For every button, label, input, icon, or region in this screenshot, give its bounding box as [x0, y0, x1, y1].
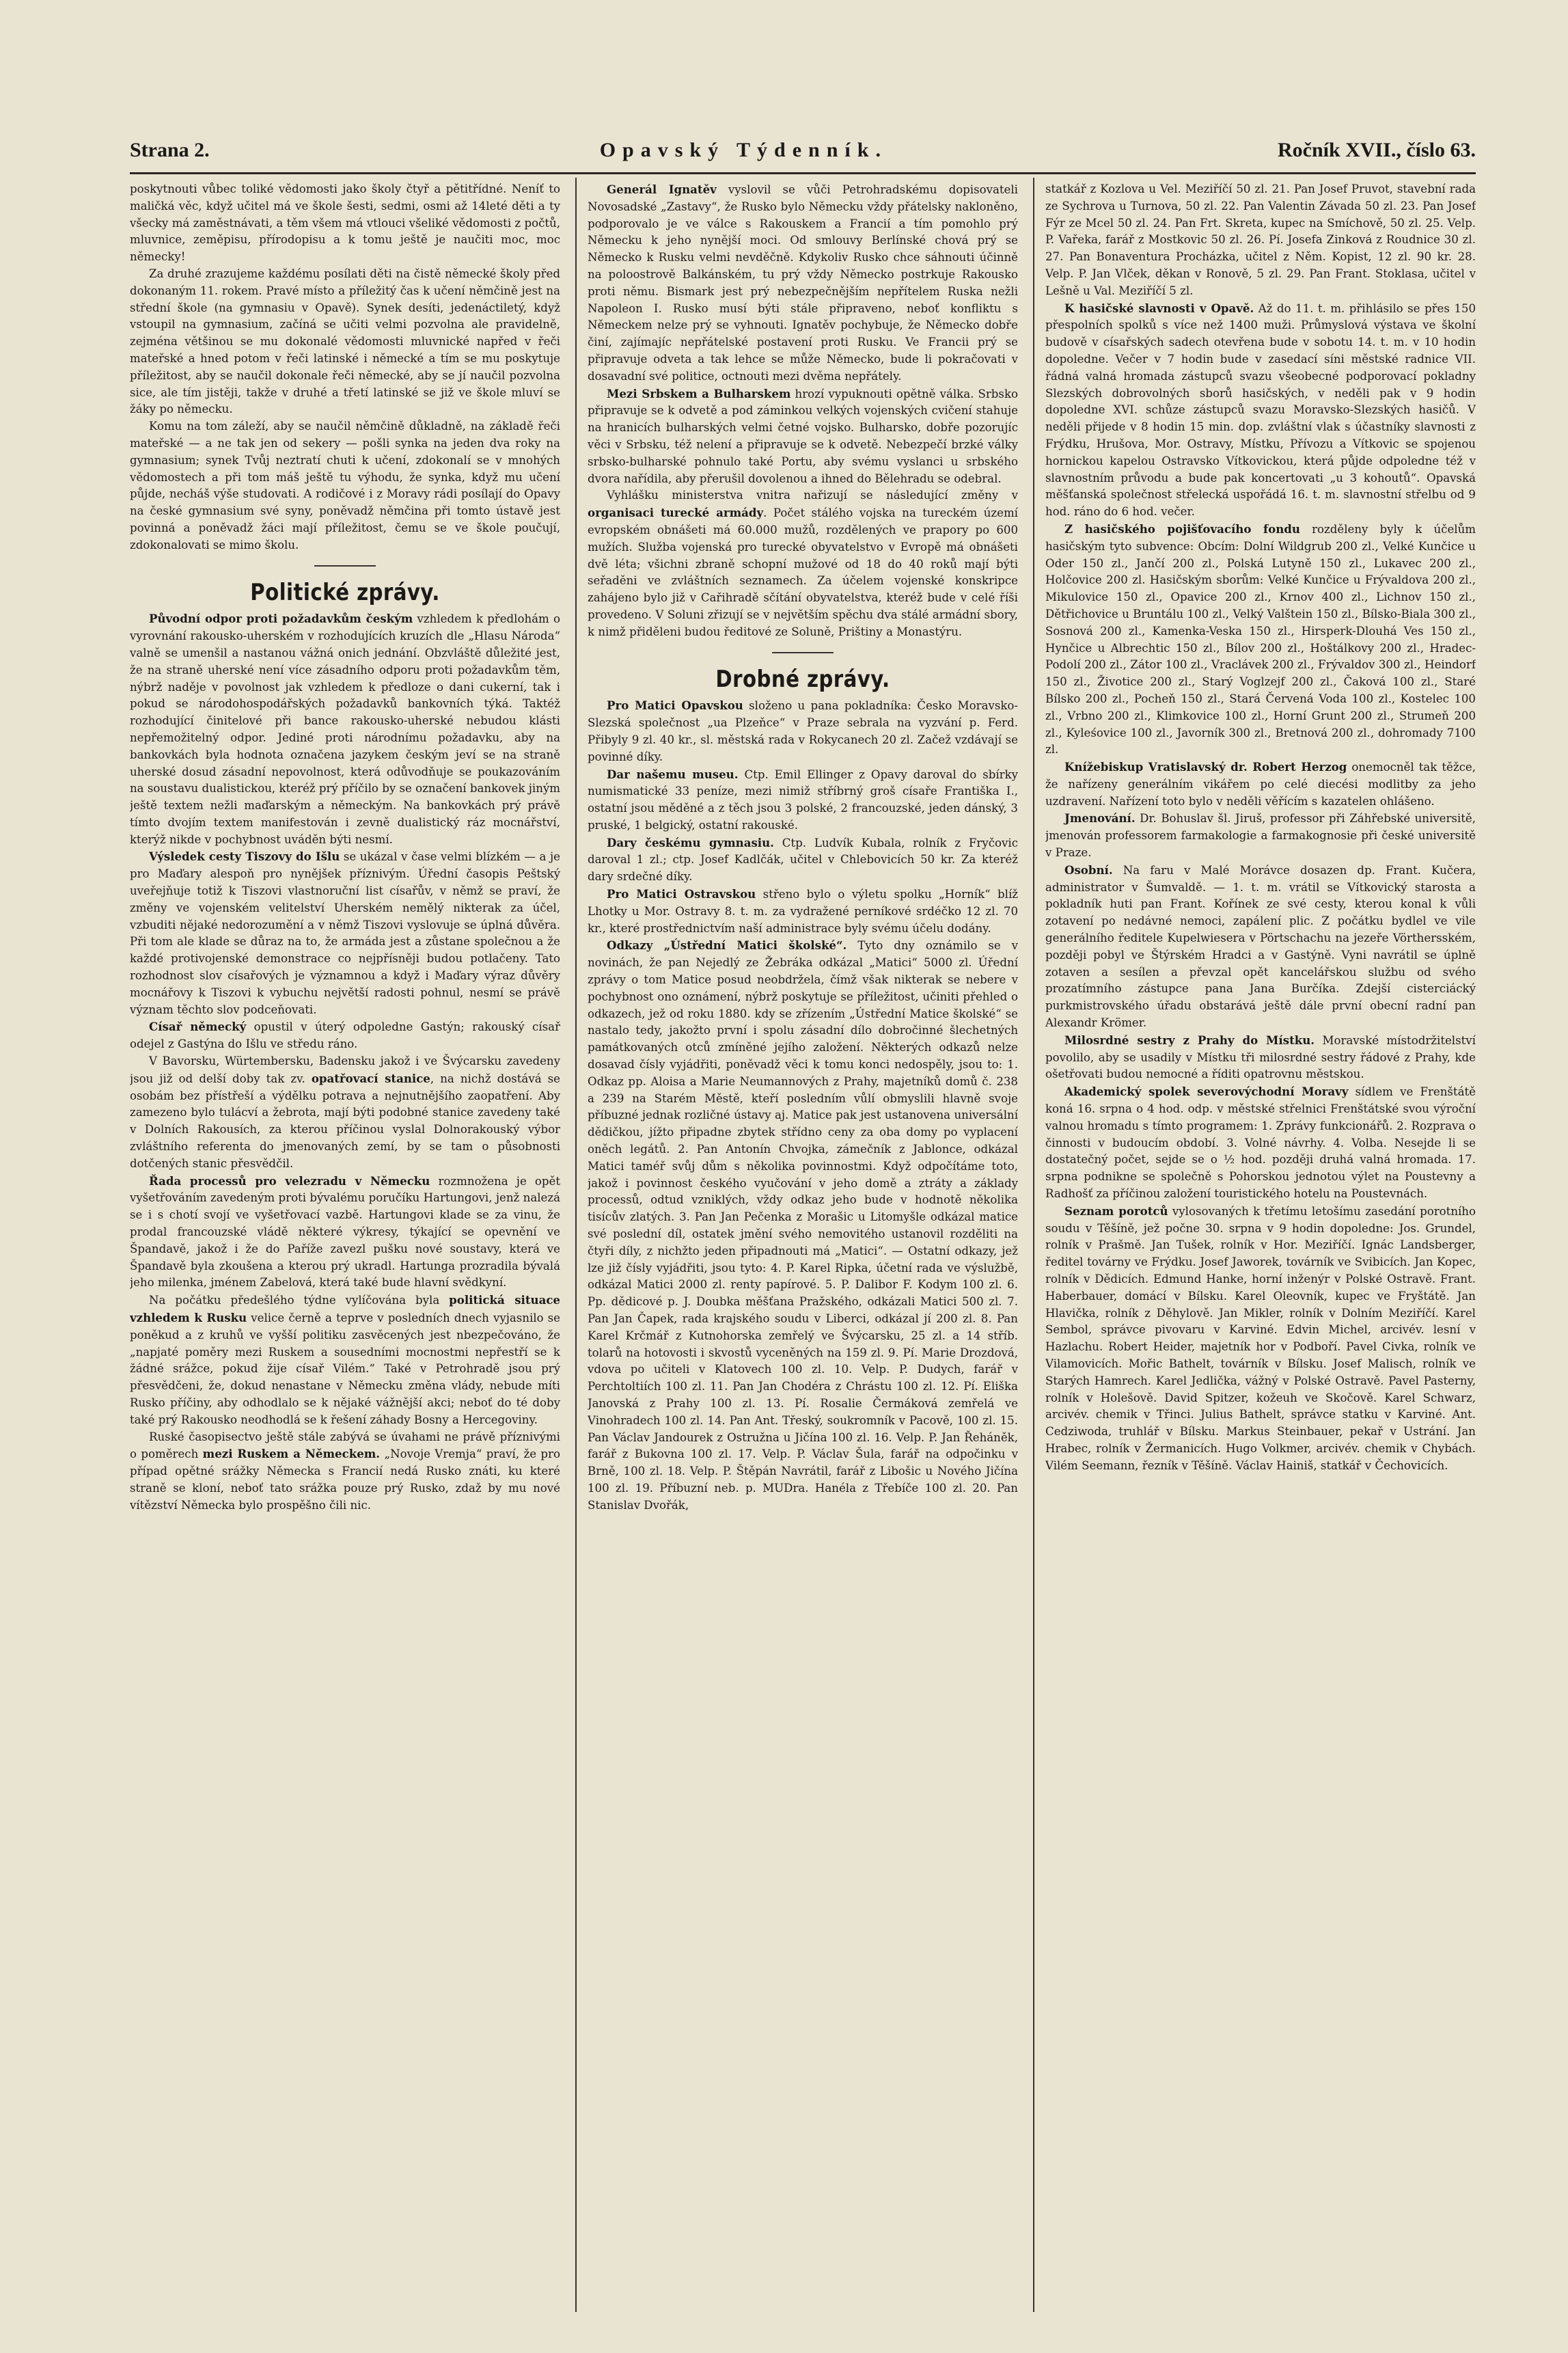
masthead	[130, 130, 1476, 171]
article-paragraph: Komu na tom záleží, aby se naučil němčině důkladně, na základě řeči mateřské — a ne tak jen od sekery — pošli synka na jeden dva roky na gymnasium; synek Tvůj neztratí chuti k učení, zdokonalí se v mnohých vědomostech a při tom máš ještě tu výhodu, že synka, když mu učení půjde, necháš výše studovati. A rodičové i z Moravy rádi posílají do Opavy na české gymnasium své syny, poněvadž němčina při tomto ústavě jest povinná a poněvadž žáci mají příležitost, čemu se ve škole poučují, zdokonalovati se mimo školu.	[130, 420, 560, 552]
news-item: Mezi Srbskem a Bulharskem hrozí vypuknouti opětně válka. Srbsko připravuje se k odvetě a pod záminkou velkých vojenských cvičení stahuje na hranicích bulharských velmi četné vojsko. Bulharsko, dobře pozorujíc věci v Srbsku, též nelení a připravuje se k odvetě. Nebezpečí brzké války srbsko-bulharské pohnulo také Portu, aby svému vyslanci u srbského dvora nařídila, aby přerušil dovolenou a ihned do Bělehradu se odebral.	[588, 386, 1018, 485]
news-item: Ruské časopisectvo ještě stále zabývá se úvahami ne právě příznivými o poměrech mezi Ruskem a Německem. „Novoje Vremja“ praví, že pro případ opětné srážky Německa s Francií nedá Rusko znáti, ku které straně se kloní, neboť tato srážka pouze prý Rusko, zdaž by mu nové vítězství Německa bylo prospěšno čili nic.	[130, 1430, 560, 1512]
news-item: Seznam porotců vylosovaných k třetímu letošímu zasedání porotního soudu v Těšíně, jež počne 30. srpna v 9 hodin dopoledne: Jos. Grundel, rolník v Prašmě. Jan Tušek, rolník v Hor. Meziříčí. Ignác Landsberger, ředitel továrny ve Frýdku. Josef Jaworek, továrník ve Svibicích. Jan Kopec, rolník v Dědicích. Edmund Hanke, horní inženýr v Polské Ostravě. Frant. Haberbauer, domácí v Bílsku. Karel Oleovník, kupec ve Fryštátě. Jan Hlavička, rolník z Děhylově. Jan Mikler, rolník v Dolním Meziříčí. Karel Sembol, správce pivovaru v Karviné. Edvin Michel, arcivév. lesní v Hazlachu. Robert Heider, majetník hor v Podboří. Pavel Civka, rolník ve Vilamovicích. Mořic Bathelt, továrník v Bílsku. Josef Malisch, rolník ve Starých Hamrech. Karel Jedlička, vážný v Polské Ostravě. Pavel Pasterny, rolník v Holešově. David Spitzer, kožeuh ve Skočově. Karel Schwarz, arcivév. chemik v Třinci. Julius Bathelt, správce statku v Karviné. Ant. Cedziwoda, truhlář v Bílsku. Markus Steinbauer, pekař v Ustrání. Jan Hrabec, rolník v Žermanicích. Hugo Volkmer, arcivév. chemik v Chybách. Vilém Seemann, řezník v Těšíně. Václav Hainiš, statkář v Čechovicích.	[1045, 1203, 1476, 1472]
separator	[772, 652, 834, 653]
column-rule-1	[575, 178, 577, 2312]
news-item: Původní odpor proti požadavkům českým vzhledem k předlohám o vyrovnání rakousko-uherském v rozhodujících kruzích dle „Hlasu Národa“ valně se umenšil a nastanou vážná onich jednání. Obzvláště důležité jest, že na straně uherské není více zásadního odporu proti požadavkům těm, nýbrž naděje v povolnost jak vzhledem k předloze o dani cukerní, tak i pokud se národohospodářských požadavků bankovních týká. Taktéž rozhodující činitelové při bance rakousko-uherské nebudou klásti nepřemožitelný odpor. Jediné proti národnímu požadavku, aby na bankovkách byla hodnota označena jazykem českým jeví se na straně uherské dosud zásadní nepovolnost, která odůvodňuje se poukazováním na soustavu dualistickou, kteréž prý příčilo by se označení bankovek jiným ještě textem nežli maďarským a německým. Na bankovkách prý právě tímto dvojím textem manifestován i zevně dualistický ráz mocnářství, kterýž nikde v pochybnost uváděn býti nesmí.	[130, 612, 560, 846]
news-item: Dar našemu museu. Ctp. Emil Ellinger z Opavy daroval do sbírky numismatické 33 peníze, mezi nimiž stříbrný groš císaře Františka I., ostatní jsou měděné a z těch jsou 3 polské, 2 francouzské, jeden dánský, 3 pruské, 1 belgický, ostatní rakouské.	[588, 767, 1018, 832]
newspaper-title: Opavský Týdenník.	[599, 139, 888, 161]
section-heading-drobne: Drobné zprávy.	[715, 665, 890, 693]
column-3	[1045, 181, 1476, 2326]
column-2	[588, 181, 1018, 2326]
news-item: statkář z Kozlova u Vel. Meziříčí 50 zl. 21. Pan Josef Pruvot, stavební rada ze Sychrova u Turnova, 50 zl. 22. Pan Valentin Závada 50 zl. 23. Pan Josef Fýr ze Mcel 50 zl. 24. Pan Frt. Skreta, kupec na Smíchově, 50 zl. 25. Velp. P. Vařeka, farář z Mostkovic 50 zl. 26. Pí. Josefa Zinková z Roudnice 30 zl. 27. Pan Bonaventura Procházka, učitel z Něm. Kopist, 12 zl. 90 kr. 28. Velp. P. Jan Vlček, děkan v Ronově, 5 zl. 29. Pan Frant. Stoklasa, učitel v Lešně u Val. Meziříčí 5 zl.	[1045, 182, 1476, 297]
news-item: Vyhlášku ministerstva vnitra nařizují se následující změny v organisaci turecké armády. Počet stálého vojska na tureckém území evropském obnášeti má 60.000 mužů, rozdělených ve prapory po 600 mužích. Služba vojenská pro turecké obyvatelstvo v Evropě má obnášeti dvě léta; všichni zbraně schopní mužové od 18 do 40 roků mají býti seřaděni ve zvláštních seznamech. Za účelem vojenské konskripce zahájeno bylo již v Cařihradě sčítání obyvatelstva, kteréž bude v celé říši provedeno. V Soluni zřizují se v největším spěchu dva stálé armádní sbory, k nimž přiděleni budou ředitové ze Soluně, Prištiny a Monastýru.	[588, 489, 1018, 638]
news-item: Akademický spolek severovýchodní Moravy sídlem ve Frenštátě koná 16. srpna o 4 hod. odp. v městské střelnici Frenštátské svou výroční valnou hromadu s tímto programem: 1. Zprávy funkcionářů. 2. Rozprava o činnosti v budoucím období. 3. Volné návrhy. 4. Volba. Nesejde li se dostatečný počet, sejde se o ½ hod. později druhá valná hromada. 17. srpna podnikne se společně s Pohorskou jednotou výlet na Poustevny a Radhošť za příčinou založení touristického hotelu na Poustevnách.	[1045, 1085, 1476, 1201]
page-number: Strana 2.	[130, 139, 210, 161]
news-item: Milosrdné sestry z Prahy do Místku. Moravské místodržitelství povolilo, aby se usadily v Místku tři milosrdné sestry řádové z Prahy, kde ošetřovati budou nemocné a říditi opatrovnu městskou.	[1045, 1033, 1476, 1081]
news-item: K hasičské slavnosti v Opavě. Až do 11. t. m. přihlásilo se přes 150 přespolních spolků s více než 1400 muži. Průmyslová výstava ve školní budově v císařských sadech otevřena bude v sobotu 14. t. m. v 10 hodin dopoledne. Večer v 7 hodin bude v zasedací síni městské radnice VII. řádná valná hromada zástupců svazu všeobecné podporovací pokladny Slezských dobrovolných sborů hasičských, v neděli pak v 9 hodin dopoledne XVI. schůze zástupců svazu Moravsko-Slezských hasičů. V neděli přijede v 8 hodin 15 min. dop. zvláštní vlak s účastníky slavnosti z Frýdku, Hrušova, Mor. Ostravy, Místku, Přívozu a Vítkovic se spojenou hornickou kapelou Ostravsko Vítkovickou, která půjde odpoledne též v slavnostním průvodu a bude pak koncertovati „u 3 kohoutů“. Opavská měšťanská společnost střelecká uspořádá 16. t. m. slavnostní střelbu od 9 hod. ráno do 6 hod. večer.	[1045, 301, 1476, 519]
news-item: Z hasičského pojišťovacího fondu rozděleny byly k účelům hasičským tyto subvence: Obcím: Dolní Wildgrub 200 zl., Velké Kunčice u Oder 150 zl., Jančí 200 zl., Polská Lutyně 150 zl., Lukavec 200 zl., Holčovice 200 zl. Hasičským sborům: Velké Kunčice u Frývaldova 200 zl., Mikulovice 150 zl., Opavice 200 zl., Krnov 400 zl., Lichnov 150 zl., Dětřichovice u Bruntálu 100 zl., Velký Valštein 150 zl., Bílsko-Biala 300 zl., Sosnová 200 zl., Kamenka-Veska 150 zl., Hirsperk-Dlouhá Ves 150 zl., Hynčice u Albrechtic 150 zl., Bílov 200 zl., Hoštálkovy 200 zl., Hradec-Podolí 200 zl., Zátor 100 zl., Vraclávek 200 zl., Frývaldov 300 zl., Heindorf 150 zl., Životice 200 zl., Starý Voglzejf 200 zl., Čaková 100 zl., Staré Bílsko 200 zl., Pocheň 150 zl., Stará Červená Voda 100 zl., Kostelec 100 zl., Vrbno 200 zl., Klimkovice 100 zl., Horní Grunt 200 zl., Strumeň 200 zl., Kyleśovice 100 zl., Javorník 300 zl., Bretnová 200 zl., dohromady 7100 zl.	[1045, 521, 1476, 757]
column-1	[130, 181, 560, 2326]
news-item: Výsledek cesty Tiszovy do Išlu se ukázal v čase velmi blízkém — a je pro Maďary alespoň pro nynějšek příznivým. Úřední časopis Peštský uveřejňuje totiž k Tiszovi vlastnoruční list císařův, v němž se praví, že změny ve vojenském velitelství Uherském nemělý nikterak za účel, vzbuditi nějaké nedorozumění a v němž Tiszovi vyslovuje se úplná důvěra. Při tom ale klade se důraz na to, že armáda jest a zůstane společnou a že každé protivojenské demonstrace co nejpřísněji budou potlačeny. Tato rozhodnost slov císařových je významnou a když i Maďary výraz důvěry mocnářovy k Tiszovi k vybuchu největší radosti pohnul, nesmí se právě význam těchto slov podceňovati.	[130, 849, 560, 1016]
article-paragraph: poskytnouti vůbec toliké vědomosti jako školy čtyř a pětitřídné. Neníť to maličká věc, když učitel má ve škole šesti, sedmi, osmi až 14leté děti a ty všecky má zaměstnávati, a těm všem má vtlouci všeliké vědomosti z počtů, mluvnice, zeměpisu, přírodopisu a k tomu ještě je naučiti moc, moc německy!	[130, 182, 560, 264]
news-item: Dary českému gymnasiu. Ctp. Ludvík Kubala, rolník z Fryčovic daroval 1 zl.; ctp. Josef Kadlčák, učitel v Chlebovicích 50 kr. Za kteréž dary srdečné díky.	[588, 835, 1018, 884]
section-heading-politicke: Politické zprávy.	[250, 578, 440, 606]
news-item: Císař německý opustil v úterý odpoledne Gastýn; rakouský císař odejel z Gastýna do Išlu ve středu ráno.	[130, 1020, 560, 1051]
news-item: Osobní. Na faru v Malé Morávce dosazen dp. Frant. Kučera, administrator v Šumvaldě. — 1. t. m. vrátil se Vítkovický starosta a pokladník huti pan Frant. Kořínek ze své cesty, kterou konal k vůli zotavení po nedávné nemoci, zapálení plic. Z počátku bydlel ve vile generálního ředitele Kupelwiesera v Pörtschachu na jezeře Vörthersském, později pobyl ve Štýrském Hradci a v Gastýně. Vyni navrátil se úplně zotaven a sesílen a převzal opět kancelářskou službu od svého prozatímního zástupce pana Jana Burčíka. Zdejší cisterciácký purkmistrovského úřadu obstarává ještě dále první obecní radní pan Alexandr Krömer.	[1045, 862, 1476, 1030]
separator	[314, 565, 376, 567]
issue-number: Ročník XVII., číslo 63.	[1277, 139, 1476, 161]
column-rule-2	[1033, 178, 1034, 2312]
news-item: Odkazy „Ústřední Matici školské“. Tyto dny oznámilo se v novinách, že pan Nejedlý ze Žebráka odkázal „Matici“ 5000 zl. Úřední zprávy o tom Matice posud neobdržela, čímž však nikterak se nebere v pochybnost ono oznámení, nýbrž poskytuje se příležitost, učiniti přehled o odkazech, jež od roku 1880. kdy se zřízením „Ústřední Matice školské“ se nastalo tedy, jakožto první i spolu zásadní dílo dobročinné šlechetných památkovaných otců zmíněné jejího založení. Některých odkazů nelze dosavad čísly vyjádřiti, poněvadž věci k tomu konci nedospěly, jsou to: 1. Odkaz pp. Aloisa a Marie Neumannových z Prahy, majetníků domů č. 238 a 239 na Starém Městě, kteří posledním vůlí obmyslili hlavně svoje příbuzné jednak rozličné ústavy aj. Matice pak jest ustanovena universální dědičkou, jížto připadne zbytek střídno ceny za oba domy po vyplacení oněch legátů. 2. Pan Antonín Chvojka, zámečník z Jablonce, odkázal Matici taméř svůj dům s několika povinnostmi. Když odpočítáme toto, jakož i povinnost českého vyučování v jeho domě a ztráty a základy processů, odtud vzniklých, vždy odkaz jeho bude v hodnotě několika tisícův zlatých. 3. Pan Jan Pečenka z Morašic u Litomyšle odkázal matice své poslední díl, ostatek jmění svého nemovitého ustanovil rozděliti na čtyři díly, z nichžto jeden připadnouti má „Matici“. — Ostatní odkazy, jež lze již čísly vyjádřiti, jsou tyto: 4. P. Karel Ripka, účetní rada ve výslužbě, odkázal Matici 2000 zl. renty papírové. 5. P. Dalibor F. Kodym 100 zl. 6. Pp. dědicové p. J. Doubka měšťana Pražského, odkázali Matici 500 zl. 7. Pan Jan Čapek, rada krajského soudu v Liberci, odkázal jí 200 zl. 8. Pan Karel Krčmář z Kutnohorska zemřelý ve Švýcarsku, 25 zl. a 14 stříb. tolarů na hotovosti i skvostů vyceněných na 159 zl. 9. Pí. Marie Drozdová, vdova po učiteli v Klatovech 100 zl. 10. Velp. P. Dudych, farář v Perchtoltiích 100 zl. 11. Pan Jan Chodéra z Chrástu 100 zl. 12. Pí. Eliška Janovská z Prahy 100 zl. 13. Pí. Rosalie Čermáková zemřelá ve Vinohradech 100 zl. 14. Pan Ant. Třeský, soukromník v Pacově, 100 zl. 15. Pan Václav Jandourek z Ostružna u Jičína 100 zl. 16. Velp. P. Jan Řeháněk, farář z Bukovna 100 zl. 17. Velp. P. Václav Šula, farář na odpočinku v Brně, 100 zl. 18. Velp. P. Štěpán Navrátil, farář z Libošic u Nového Jičína 100 zl. 19. Příbuzní neb. p. MUDra. Hanéla z Třebíče 100 zl. 20. Pan Stanislav Dvořák,	[588, 938, 1018, 1512]
news-item: Pro Matici Ostravskou střeno bylo o výletu spolku „Horník“ blíž Lhotky u Mor. Ostravy 8. t. m. za vydražené perníkové srdéčko 12 zl. 70 kr., které prostřednictvím naší administrace byly svému účelu dodány.	[588, 887, 1018, 935]
masthead-rule	[130, 172, 1476, 174]
news-item: Generál Ignatěv vyslovil se vůči Petrohradskému dopisovateli Novosadské „Zastavy“, že Rusko bylo Německu vždy přátelsky nakloněno, podporovalo je ve válce s Rakouskem a Francií a tím pomohlo prý Německu k jeho nynější moci. Od smlouvy Berlínské chová prý se Německo k Rusku velmi nevděčně. Kdykoliv Rusko chce sáhnouti účinně na poloostrově Balkánském, tu prý vždy Německo postrkuje Rakousko proti němu. Bismark jest prý nebezpečnějším nepřítelem Ruska nežli Napoleon I. Rusko musí býti stále připraveno, neboť konfliktu s Německem nelze prý se vyhnouti. Ignatěv pochybuje, že Německo dobře činí, zajímajíc nepřátelské postavení proti Rusku. Ve Francii prý se připravuje odveta a tak lehce se může Německo, bude li pokračovati v dosavadní své politice, octnouti mezi dvěma nepřátely.	[588, 182, 1018, 383]
news-item: Pro Matici Opavskou složeno u pana pokladníka: Česko Moravsko-Slezská společnost „ua Plzeňce“ v Praze sebrala na vyzvání p. Ferd. Přibyly 9 zl. 40 kr., sl. městská rada v Rokycanech 20 zl. Začež vzdávají se povinné díky.	[588, 698, 1018, 763]
news-item: Jmenování. Dr. Bohuslav šl. Jiruš, professor při Záhřebské universitě, jmenován professorem farmakologie a farmakognosie při české universitě v Praze.	[1045, 811, 1476, 860]
article-paragraph: Za druhé zrazujeme každému posílati děti na čistě německé školy před dokonaným 11. rokem. Pravé místo a příležitý čas k učení němčině jest na střední škole (na gymnasiu v Opavě). Synek desíti, jedenáctiletý, když vstoupil na gymnasium, začíná se učiti velmi pozvolna ale pravidelně, zejména většinou se mu dokonalé vědomosti mluvnické napřed v řeči mateřské a hned potom v řeči latinské i německé a tím se mu poskytuje příležitost, aby se naučil dokonale řeči německé, aby se jí naučil pozvolna sice, ale tím jistěji, takže v druhé a třetí latinské se již ve škole mluví se žáky po německu.	[130, 267, 560, 416]
news-item: Na počátku předešlého týdne vylíčována byla politická situace vzhledem k Rusku velice černě a teprve v posledních dnech vyjasnilo se poněkud a z kruhů ve vyšší politiku zasvěcených jest nbezpečováno, že „napjaté poměry mezi Ruskem a sousedními mocnostmi nepřestří se k žádné srážce, pokud žije císař Vilém.“ Také v Petrohradě jsou prý přesvědčeni, že, dokud nenastane v Německu změna vlády, nebude míti Rusko příčiny, aby odhodlalo se k nějaké vážnější akci; neboť do té doby také prý Rakousko neodhodlá se k řešení záhady Bosny a Hercegoviny.	[130, 1293, 560, 1426]
news-item: V Bavorsku, Würtembersku, Badensku jakož i ve Švýcarsku zavedeny jsou již od delší doby tak zv. opatřovací stanice, na nichž dostává se osobám bez přístřeší a výdělku potrava a nejnutnějšího zaopatření. Aby zamezeno bylo tulácví a žebrota, mají býti podobné stanice zavedeny také v Dolních Rakousích, za kterou příčinou vyslal Dolnorakouský výbor zvláštního referenta do jmenovaných zemí, by se tam o působnosti dotčených stanic přesvědčil.	[130, 1055, 560, 1170]
news-item: Knížebiskup Vratislavský dr. Robert Herzog onemocněl tak těžce, že nařízeny generálním vikářem po celé diecési modlitby za jeho uzdravení. Nařízení toto bylo v neděli věřícím s kazatelen ohlášeno.	[1045, 760, 1476, 808]
news-item: Řada processů pro velezradu v Německu rozmnožena je opět vyšetřováním zavedeným proti bývalému poručíku Hartungovi, jenž nalezá se i s chotí svojí ve vyšetřovací vazbě. Hartungovi klade se za vinu, že prodal francouzské vládě některé výkresy, týkající se opevnění ve Špandavě, jakož i že do Paříže zavezl pušku nové soustavy, která ve Špandavě byla zkoušena a kterou prý ukradl. Hartunga prozradila bývalá jeho milenka, jménem Zabelová, která také bude hlavní svědkyní.	[130, 1173, 560, 1290]
